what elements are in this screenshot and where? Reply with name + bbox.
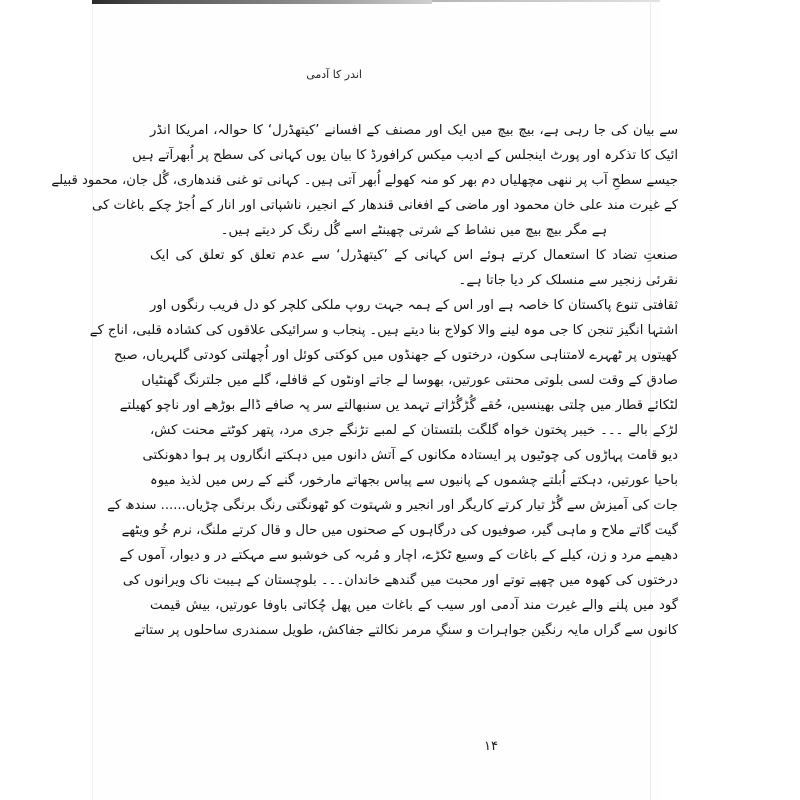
text-line: لٹکائے قطار میں چلتی بھینسیں، حُقے گُڑگُڑاتے تہمد یں سنبھالتے سر پہ صافے ڈالے بوڑھے اور ناچو کھیلتے	[119, 398, 678, 413]
text-line: کے غیرت مند علی خان محمود اور ماضی کے افغانی قندھار کے انجیر، ناشپاتی اور انار کے اُجڑ چکے باغات کی	[91, 198, 678, 213]
text-line: ائیک کا تذکرہ اور پورٹ اینجلس کے ادیب میکس کرافورڈ کا بیان یوں کہانی کی سطح پر اُبھرآتے ہیں	[132, 148, 678, 163]
text-line: اشتہا انگیز تنجن کا جی موہ لینے والا کولاج بنا دیتے ہیں۔ پنجاب و سرائیکی علاقوں کی کشادہ قلبی، اناج کے	[89, 323, 678, 338]
text-line: جیسے سطحِ آب پر ننھی مچھلیاں دم بھر کو منہ کھولے اُبھر آتی ہیں۔ کہانی تو غنی قندھاری، گُل جان، محمود قبیلے	[51, 173, 678, 188]
text-line: باحیا عورتیں، دہکتے اُبلتے چشموں کے پانیوں سے پیاس بجھاتے مارخور، گنے کے رس میں لذیذ میوہ	[150, 473, 678, 488]
page-number: ۱۴	[484, 739, 498, 754]
text-line: دیو قامت پہاڑوں کی چوٹیوں پر ایستادہ مکانوں کے آتش دانوں میں دہکتے انگاروں پر ہوا دھونکتی	[142, 448, 678, 463]
text-line: گیت گاتے ملاح و ماہی گیر، صوفیوں کی درگاہوں کے صحنوں میں حال و قال کرتے ملنگ، نرم خُو ویٹھے	[121, 523, 678, 538]
text-line: صنعتِ تضاد کا استعمال کرتے ہوئے اس کہانی کے ’کیتھڈرل‘ سے عدم تعلق کو تعلق کی ایک	[150, 248, 678, 263]
text-line: جات کی آمیزش سے گُڑ تیار کرتے کاریگر اور انجیر و شہتوت کو ٹھونگتی رنگ برنگی چڑیاں...... سندھ کے	[107, 498, 678, 513]
text-line: ثقافتی تنوع پاکستان کا خاصہ ہے اور اس کے ہمہ جہت روپ ملکی کلچر کو دل فریب رنگوں اور	[150, 298, 678, 313]
scan-edge-shadow	[92, 0, 432, 4]
text-line: کانوں سے گراں مایہ رنگین جواہرات و سنگِ مرمر نکالتے جفاکش، طویل سمندری ساحلوں پر ستاتے	[133, 623, 678, 638]
running-head: اندر کا آدمی	[306, 68, 362, 81]
text-line: سے بیان کی جا رہی ہے، بیچ بیچ میں ایک اور مصنف کے افسانے ’کیتھڈرل‘ کا حوالہ، امریکا انڈر	[150, 123, 678, 138]
text-line: صادق کے وقت لسی بلوتی محنتی عورتیں، بھوسا لے جاتے اونٹوں کے قافلے، گلے میں جلترنگ گھنٹیاں	[141, 373, 678, 388]
text-line: نقرئی زنجیر سے منسلک کر دیا جاتا ہے۔	[458, 273, 678, 288]
text-line: درختوں کی کھوہ میں چھپے توتے اور محبت میں گندھے خاندان۔۔۔ بلوچستان کے ہیبت ناک ویرانوں کی	[122, 573, 678, 588]
text-line: لڑکے بالے ۔۔۔ خیبر پختون خواہ گلگت بلتستان کے لمبے تڑنگے جری مرد، پتھر کوٹتے محنت کش،	[150, 423, 678, 438]
scan-edge-shadow-light	[432, 0, 660, 2]
text-line: ہے مگر بیچ بیچ میں نشاط کے شرتی چھینٹے اسے گُل رنگ کر دیتے ہیں۔	[220, 223, 608, 238]
text-line: کھیتوں پر ٹھہرے لامتناہی سکون، درختوں کے جھنڈوں میں کوکتی کوئل اور اُچھلتی کودتی گلہریاں، صبح	[114, 348, 678, 363]
text-line: دھیمے مرد و زن، کیلے کے باغات کے وسیع ٹکڑے، اچار و مُربہ کی خوشبو سے مہکتے در و دیوار، آموں کے	[119, 548, 678, 563]
body-text	[51, 118, 678, 643]
text-line: گود میں پلنے والے غیرت مند آدمی اور سیب کے باغات میں پھل چُکاتی باوفا عورتیں، بیش قیمت	[150, 598, 678, 613]
